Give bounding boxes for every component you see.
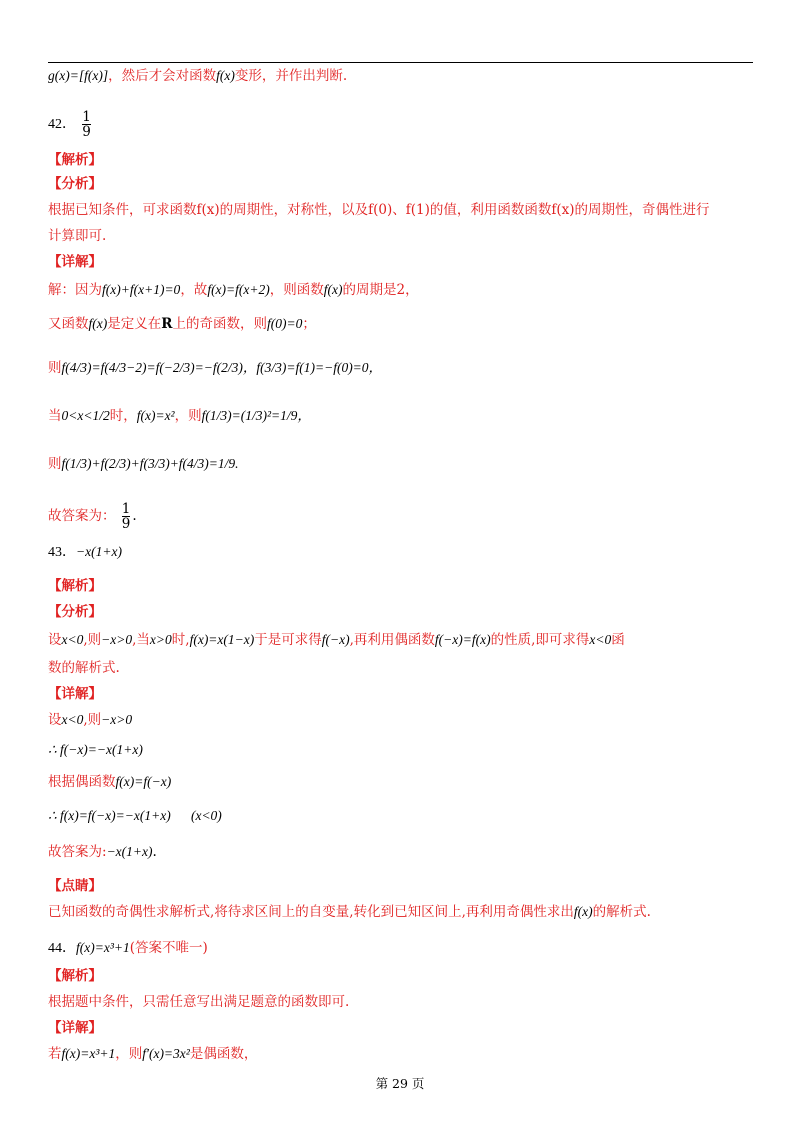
denominator: 9 [121,516,131,532]
math: 0<x<1/2 [61,408,110,423]
text: ,则 [83,712,102,728]
math: f(x) [323,282,343,297]
fenxi-line [48,630,625,650]
math: f(x) [88,316,108,331]
fenxi-text: 根据已知条件，可求函数f(x)的周期性，对称性，以及f(0)、f(1)的值，利用函数函数f(x)的周期性，奇偶性进行 [48,202,710,218]
question-number: 42． [48,117,76,132]
text: 则 [48,456,62,472]
text: 是定义在 [107,316,162,332]
math: −x(1+x) [76,544,122,559]
text: 上的奇函数，则 [172,316,267,332]
math: f(1/3)+f(2/3)+f(3/3)+f(4/3)=1/9. [61,456,239,471]
math: f(4/3)=f(4/3−2)=f(−2/3)=−f(2/3)，f(3/3)=f(1)=−f(0)=0， [61,360,383,375]
solution-line: ∴ f(−x)=−x(1+x) [48,742,143,757]
text: ，故 [180,282,208,298]
numerator: 1 [82,109,91,125]
fenxi-text: 计算即可. [48,228,107,244]
text: 变形，并作出判断. [234,68,348,84]
text: ，则函数 [269,282,324,298]
tag-dianjing: 【点睛】 [48,878,102,894]
text: 故答案为: [48,844,107,860]
tag-jiexi: 【解析】 [48,152,102,168]
question-number-42 [48,110,93,139]
numerator: 1 [121,501,131,517]
text: 则 [48,360,62,376]
math: f(x)=f(−x) [115,774,172,789]
tag-jiexi: 【解析】 [48,968,102,984]
solution-line [48,1044,257,1064]
header-rule [48,62,753,63]
math: f′(x)=3x² [142,1046,190,1061]
question-number: 43． [48,545,76,560]
tag-jiexi: 【解析】 [48,578,102,594]
math: f(x)=x³+1 [61,1046,116,1061]
tag-fenxi: 【分析】 [48,604,102,620]
tag-fenxi: 【分析】 [48,176,102,192]
dianjing-line [48,902,651,922]
tag-xiangjie: 【详解】 [48,1020,102,1036]
math: f(0)=0 [266,316,303,331]
math: g(x)=[f(x)] [48,68,109,83]
text: ； [302,316,316,332]
answer-line [48,842,157,862]
math: f(x)=x(1−x) [189,632,255,647]
math: −x>0 [101,632,133,647]
math: f(x) [573,904,593,919]
text: . [152,844,157,860]
math: f(x)=x³+1 [76,940,130,955]
answer-fraction [122,502,131,531]
solution-line [48,454,239,474]
text: ，则 [174,408,202,424]
jiexi-text: 根据题中条件，只需任意写出满足题意的函数即可. [48,994,350,1010]
text: ,当 [132,632,150,648]
text: (答案不唯一) [129,940,208,956]
math: f(x) [216,68,235,83]
answer-line: 故答案为： $\frac{1}{9}$ . [48,501,137,532]
text: 于是可求得 [254,632,322,648]
text: 时， [109,408,137,424]
solution-line [48,314,316,334]
answer-fraction [82,110,91,139]
solution-line [48,358,382,378]
tag-xiangjie: 【详解】 [48,254,102,270]
solution-line [48,710,132,730]
solution-line [48,406,311,426]
question-number: 44． [48,941,76,956]
text-line [48,66,347,86]
math: x<0 [589,632,612,647]
solution-line [48,772,171,792]
page-footer: 第 29 页 [375,1076,425,1091]
text: 解：因为 [48,282,102,298]
math: −x(1+x) [106,844,153,859]
text: 已知函数的奇偶性求解析式,将待求区间上的自变量,转化到已知区间上,再利用奇偶性求出 [48,904,574,920]
text: 的周期是2， [342,282,419,298]
text: 时, [171,632,190,648]
question-number-44 [48,938,208,959]
text: 函 [611,632,625,648]
text: ，则 [115,1046,143,1062]
text: 的性质,即可求得 [490,632,590,648]
math: f(1/3)=(1/3)²=1/9， [201,408,311,423]
math: x<0 [61,712,84,727]
math: x>0 [149,632,172,647]
math: −x>0 [101,712,133,727]
math: x<0 [61,632,84,647]
text: 是偶函数， [189,1046,258,1062]
solution-line: ∴ f(x)=f(−x)=−x(1+x) (x<0) [48,808,222,823]
math: f(x)=f(x+2) [207,282,270,297]
math: f(−x) [321,632,350,647]
text: 根据偶函数 [48,774,116,790]
text: ,再利用偶函数 [349,632,435,648]
text: ，然后才会对函数 [108,68,217,84]
text: ,则 [83,632,102,648]
math: f(−x)=f(x) [434,632,491,647]
text: 设 [48,632,62,648]
math: R [161,316,173,332]
text: 设 [48,712,62,728]
text: 的解析式. [592,904,651,920]
tag-xiangjie: 【详解】 [48,686,102,702]
text: 当 [48,408,62,424]
text: 若 [48,1046,62,1062]
math: f(x)=x² [136,408,175,423]
math: f(x)+f(x+1)=0 [102,282,181,297]
denominator: 9 [82,124,91,140]
fenxi-text: 数的解析式. [48,660,120,676]
solution-line [48,280,419,300]
question-number-43 [48,542,122,563]
text: 又函数 [48,316,89,332]
text: 故答案为： [48,508,116,524]
